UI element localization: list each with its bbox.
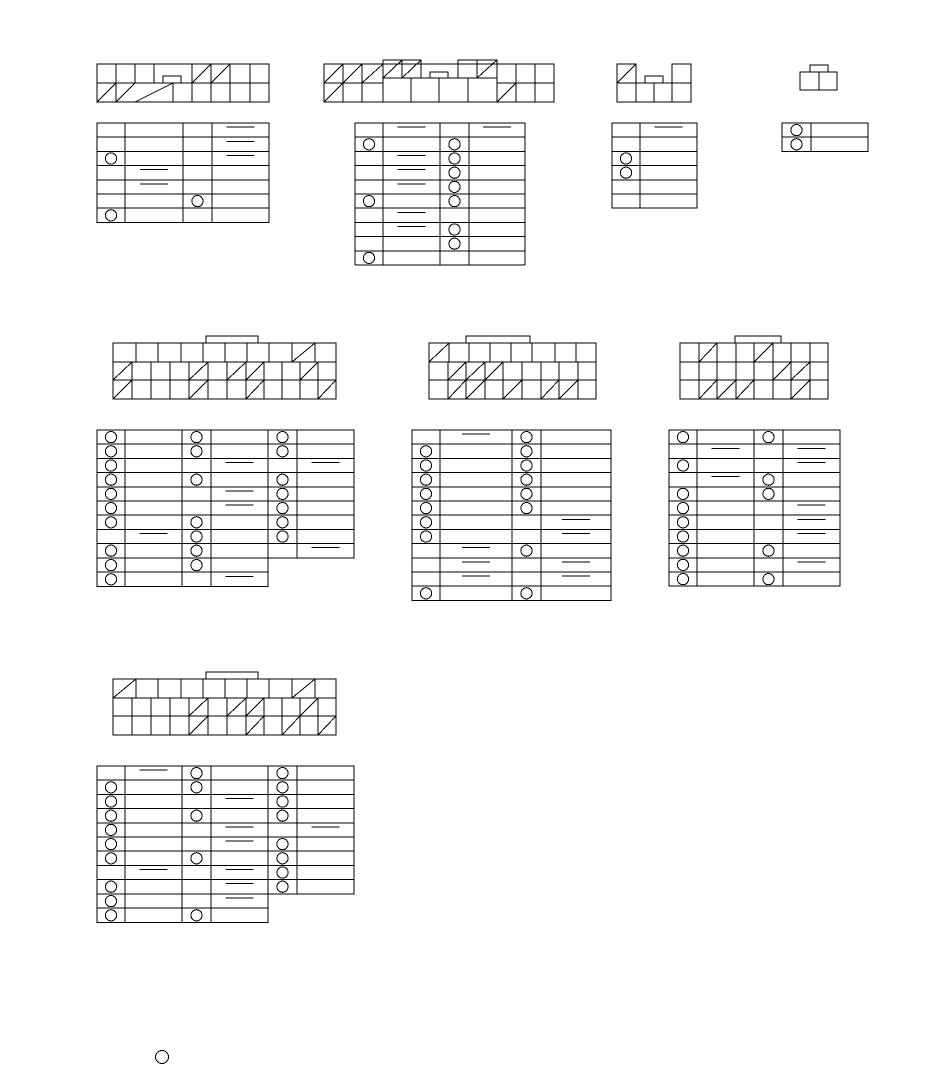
pin-circle-icon	[449, 238, 460, 249]
connector-8-pin-table	[97, 766, 354, 894]
pin-circle-icon	[420, 474, 431, 485]
pin-circle-icon	[105, 517, 116, 528]
pin-circle-icon	[677, 503, 688, 514]
pin-circle-icon	[763, 574, 774, 585]
pin-circle-icon	[105, 810, 116, 821]
connector-4-face	[800, 65, 837, 90]
pin-circle-icon	[105, 574, 116, 585]
pin-circle-icon	[277, 503, 288, 514]
pin-circle-icon	[620, 167, 631, 178]
pin-circle-icon	[521, 545, 532, 556]
pin-circle-icon	[191, 910, 202, 921]
pin-circle-icon	[191, 517, 202, 528]
pin-circle-icon	[277, 446, 288, 457]
pin-circle-icon	[105, 560, 116, 571]
pin-circle-icon	[105, 210, 116, 221]
pin-circle-icon	[191, 810, 202, 821]
pin-circle-icon	[105, 503, 116, 514]
pin-circle-icon	[105, 881, 116, 892]
pin-circle-icon	[363, 252, 374, 263]
pin-circle-icon	[105, 796, 116, 807]
pin-circle-icon	[105, 896, 116, 907]
pin-circle-icon	[277, 867, 288, 878]
pin-circle-icon	[277, 853, 288, 864]
pin-circle-icon	[277, 517, 288, 528]
connector-1-pin-table	[97, 123, 269, 222]
pin-circle-icon	[420, 446, 431, 457]
pin-circle-icon	[363, 139, 374, 150]
pin-circle-icon	[420, 531, 431, 542]
pin-circle-icon	[277, 474, 288, 485]
pin-circle-icon	[677, 488, 688, 499]
pin-circle-icon	[105, 460, 116, 471]
pin-circle-icon	[105, 839, 116, 850]
connector-5-pin-table	[97, 430, 354, 558]
pin-circle-icon	[105, 488, 116, 499]
pin-circle-icon	[791, 125, 802, 136]
pin-circle-icon	[449, 196, 460, 207]
pin-circle-icon	[763, 488, 774, 499]
pin-circle-icon	[420, 460, 431, 471]
pin-circle-icon	[191, 531, 202, 542]
pin-circle-icon	[420, 503, 431, 514]
pin-circle-icon	[363, 196, 374, 207]
connector-3-face	[617, 64, 691, 102]
pin-circle-icon	[791, 139, 802, 150]
pin-circle-icon	[521, 503, 532, 514]
pin-circle-icon	[521, 460, 532, 471]
connector-6-face	[429, 336, 596, 399]
connector-2-face	[324, 60, 554, 102]
pin-circle-icon	[277, 768, 288, 779]
pin-circle-icon	[191, 446, 202, 457]
pin-circle-icon	[105, 474, 116, 485]
connector-5-pin-table	[97, 558, 268, 586]
connector-8-pin-table	[97, 894, 268, 922]
legend-circle-icon	[156, 1051, 169, 1064]
pin-circle-icon	[277, 531, 288, 542]
pin-circle-icon	[521, 588, 532, 599]
pin-circle-icon	[277, 881, 288, 892]
pin-circle-icon	[763, 545, 774, 556]
connector-2-pin-table	[355, 123, 525, 265]
pin-circle-icon	[105, 824, 116, 835]
pin-circle-icon	[191, 768, 202, 779]
pin-circle-icon	[277, 810, 288, 821]
connector-4-pin-table	[782, 123, 868, 151]
connector-7-face	[680, 336, 828, 399]
pin-circle-icon	[449, 139, 460, 150]
pin-circle-icon	[521, 446, 532, 457]
connector-3-pin-table	[612, 123, 697, 208]
connector-7-pin-table	[669, 430, 840, 586]
pin-circle-icon	[277, 488, 288, 499]
pin-circle-icon	[277, 782, 288, 793]
pin-circle-icon	[105, 545, 116, 556]
pin-circle-icon	[105, 853, 116, 864]
pin-circle-icon	[420, 517, 431, 528]
pin-circle-icon	[620, 153, 631, 164]
pin-circle-icon	[277, 839, 288, 850]
pin-circle-icon	[277, 432, 288, 443]
pin-circle-icon	[677, 517, 688, 528]
connector-5-face	[113, 336, 336, 399]
pin-circle-icon	[677, 545, 688, 556]
pin-circle-icon	[677, 432, 688, 443]
pin-circle-icon	[521, 432, 532, 443]
pin-circle-icon	[763, 432, 774, 443]
pin-circle-icon	[191, 545, 202, 556]
pin-circle-icon	[420, 588, 431, 599]
pin-circle-icon	[420, 488, 431, 499]
pin-circle-icon	[105, 153, 116, 164]
pin-circle-icon	[105, 782, 116, 793]
pin-circle-icon	[105, 446, 116, 457]
pin-circle-icon	[192, 196, 203, 207]
connector-8-face	[113, 672, 336, 735]
pin-circle-icon	[677, 460, 688, 471]
pin-circle-icon	[677, 574, 688, 585]
pin-circle-icon	[105, 432, 116, 443]
pin-circle-icon	[191, 474, 202, 485]
pin-circle-icon	[521, 474, 532, 485]
pin-circle-icon	[677, 531, 688, 542]
pin-circle-icon	[521, 488, 532, 499]
pin-circle-icon	[277, 796, 288, 807]
pin-circle-icon	[449, 224, 460, 235]
pin-circle-icon	[105, 910, 116, 921]
connector-1-face	[97, 64, 269, 102]
pin-circle-icon	[449, 167, 460, 178]
connector-6-pin-table	[412, 430, 611, 600]
pin-circle-icon	[449, 153, 460, 164]
pin-circle-icon	[763, 474, 774, 485]
pin-circle-icon	[191, 560, 202, 571]
pin-circle-icon	[677, 559, 688, 570]
pin-circle-icon	[191, 853, 202, 864]
pin-circle-icon	[191, 782, 202, 793]
pin-circle-icon	[191, 432, 202, 443]
pin-circle-icon	[449, 181, 460, 192]
